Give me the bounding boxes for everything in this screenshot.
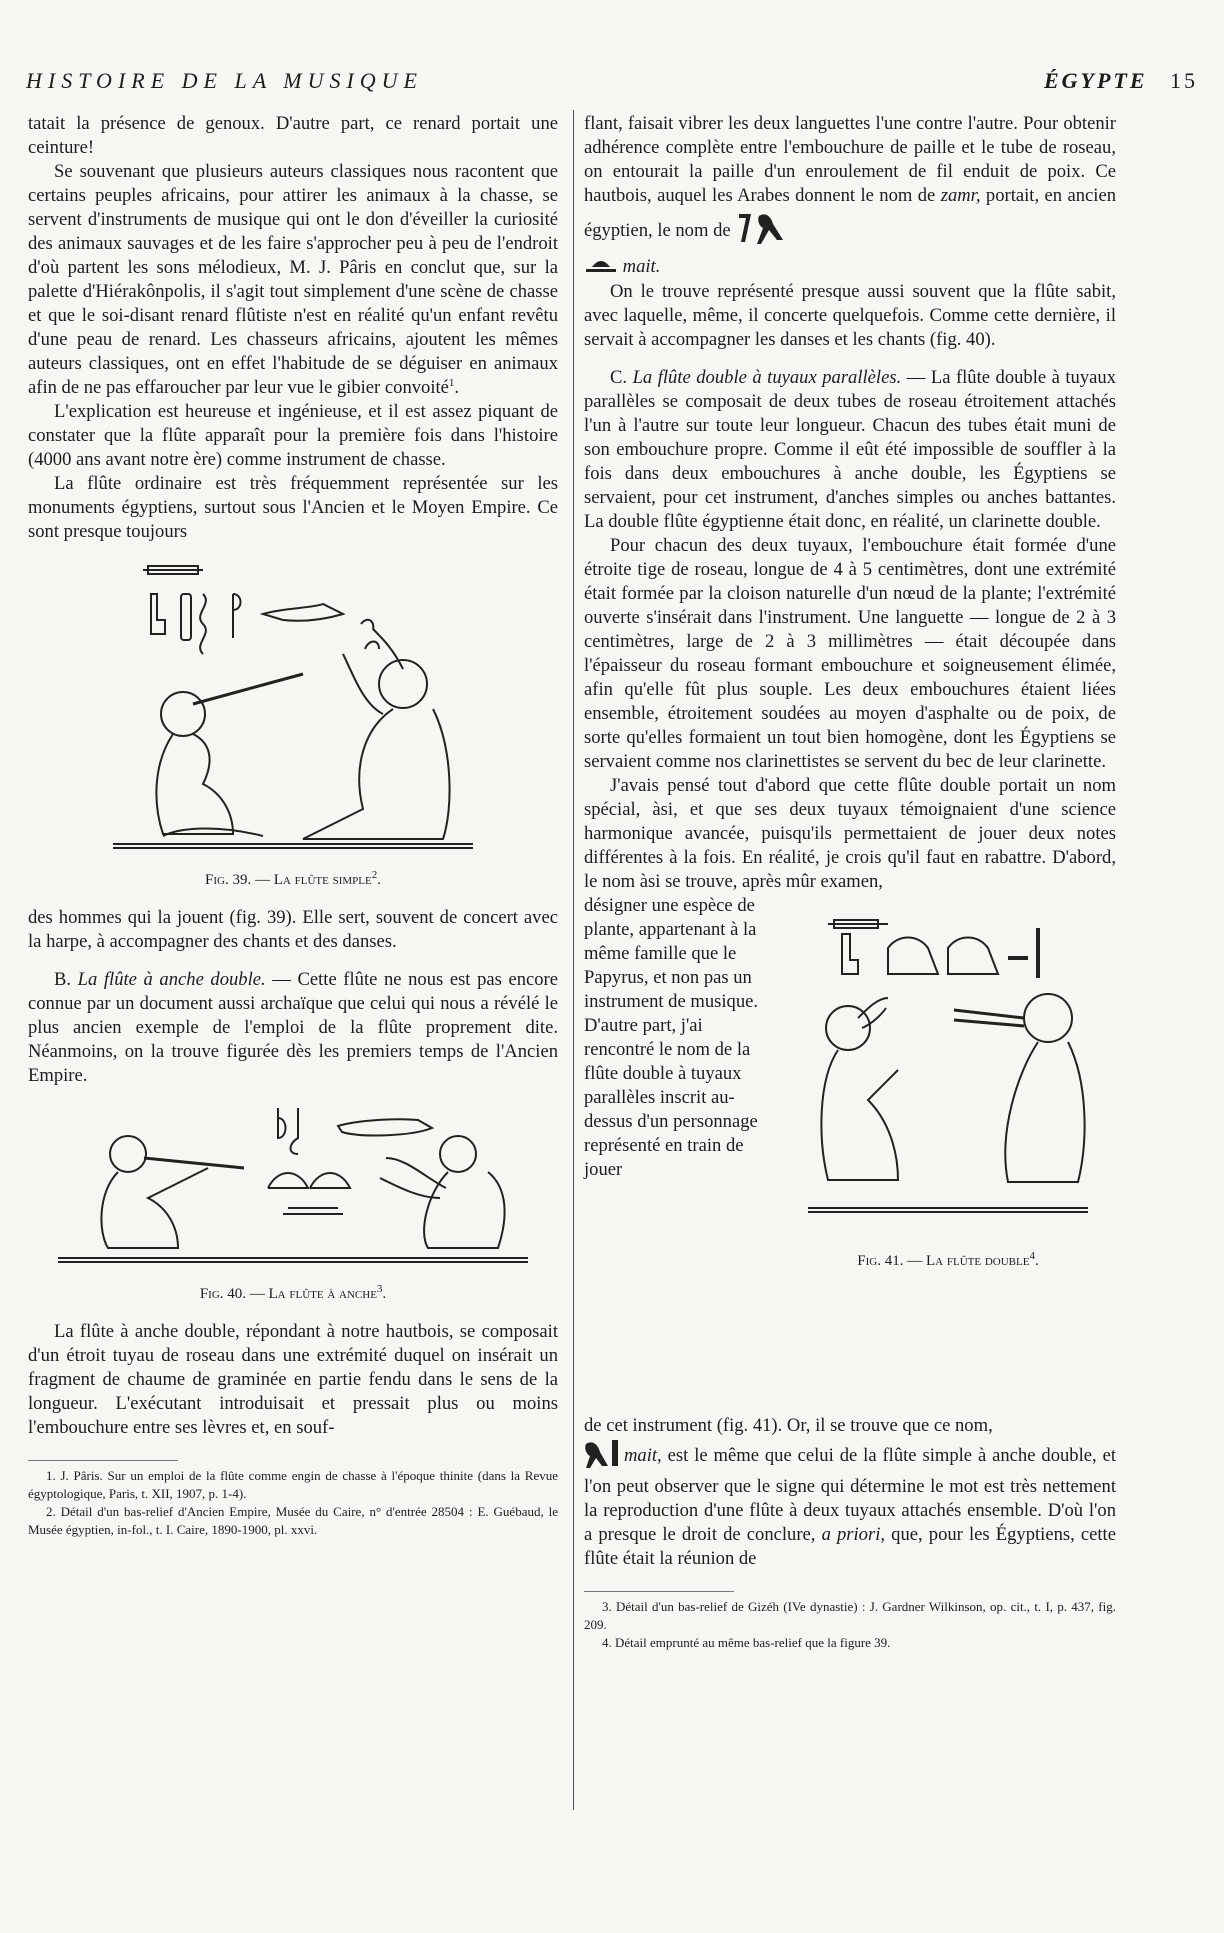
footnote-rule	[28, 1460, 178, 1461]
paragraph-text: Se souvenant que plusieurs auteurs classiques nous racontent que certains peuples africains, pour attirer les animaux à la chasse, se servent d'instruments de musique qui ont le don d'éveiller la curiosité des animaux sauvages et de les faire s'approcher peu à peu de l'endroit d'où partent les sons mélodieux, M. J. Pâris en conclut que, sur la palette d'Hiérakônpolis, il s'agit tout simplement d'une scène de chasse et que le soi-disant renard flûtiste n'est en réalité qu'un enfant revêtu d'une peau de renard. Les chasseurs africains, ajoutent les mêmes auteurs classiques, ont en effet l'habitude de se déguiser en animaux afin de ne pas effaroucher par leur vue le gibier convoité	[28, 161, 558, 398]
figure-40-illustration	[48, 1098, 538, 1278]
paragraph	[584, 1414, 1116, 1571]
figure-40-caption: Fig. 40. — La flûte à anche$^3$.	[199, 1283, 387, 1302]
section-header	[1044, 68, 1198, 94]
right-column	[584, 112, 1116, 1652]
term: zamr,	[940, 185, 981, 206]
figure-41	[780, 908, 1116, 1273]
caption-text: Fig. 41. — La flûte double	[857, 1252, 1030, 1269]
footnote-rule	[584, 1591, 734, 1592]
running-header	[26, 68, 1198, 102]
figure-39-illustration	[103, 554, 483, 864]
footnote: 2. Détail d'un bas-relief d'Ancien Empire, Musée du Caire, n° d'entrée 28504 : E. Guébaud, le Musée égyptien, in-fol., t. I. Caire, 1890-1900, pl. xxvi.	[28, 1504, 558, 1537]
footnote-ref: 3	[376, 1283, 383, 1295]
column-divider	[573, 110, 574, 1810]
caption-text: Fig. 40. — La flûte à anche	[199, 1286, 377, 1302]
caption-text: Fig. 39. — La flûte simple	[205, 872, 372, 888]
paragraph	[584, 366, 1116, 534]
running-title: HISTOIRE DE LA MUSIQUE	[26, 68, 423, 93]
left-column	[28, 112, 558, 1539]
paragraph-text: de cet instrument (fig. 41). Or, il se trouve que ce nom,	[584, 1414, 993, 1436]
section-label: B.	[54, 969, 78, 990]
paragraph: Se souvenant que plusieurs auteurs classiques nous racontent que certains peuples africains, pour attirer les animaux à la chasse, se servent d'instruments de musique qui ont le don d'éveiller la curiosité des animaux sauvages et de les faire s'approcher peu à peu de l'endroit d'où partent les sons mélodieux, M. J. Pâris en conclut que, sur la palette d'Hiérakônpolis, il s'agit tout simplement d'une scène de chasse et que le soi-disant renard flûtiste n'est en réalité qu'un enfant revêtu d'une peau de renard. Les chasseurs africains, ajoutent les mêmes auteurs classiques, ont en effet l'habitude de se déguiser en animaux afin de ne pas effaroucher par leur vue le gibier convoité$^1$.	[28, 161, 558, 398]
figure-41-illustration	[798, 908, 1098, 1238]
footnote-ref: 2	[371, 869, 378, 881]
section-heading: La flûte à anche double.	[77, 969, 266, 990]
paragraph: L'explication est heureuse et ingénieuse, et il est assez piquant de constater que la flûte apparaît pour la première fois dans l'histoire (4000 ans avant notre ère) comme instrument de chasse.	[28, 401, 558, 470]
term: mait.	[622, 256, 661, 277]
section-label: C.	[610, 366, 633, 388]
figure-41-wrap	[584, 894, 1116, 1414]
paragraph-text: est le même que celui de la flûte simple à anche double, et l'on peut observer que le signe qui détermine le mot est très nettement la reproduction d'une flûte à deux tuyaux attachés ensemble. D'où l'on a presque le droit de conclure,	[584, 1444, 1116, 1545]
paragraph: La flûte à anche double, répondant à notre hautbois, se composait d'un étroit tuyau de roseau dans une extrémité duquel on insérait un fragment de chaume de graminée en partie fendu dans le sens de la longueur. L'exécutant introduisait et pressait plus ou moins l'embouchure entre ses lèvres et, en souf-	[28, 1321, 558, 1438]
footnotes-left	[28, 1460, 558, 1539]
footnote-ref: 4	[1029, 1249, 1035, 1262]
paragraph-text: portait, en ancien égyptien, le nom de	[584, 185, 1116, 241]
paragraph	[28, 968, 558, 1088]
figure-40	[28, 1098, 558, 1306]
paragraph-text: — Cette flûte ne nous est pas encore connue par un document aussi archaïque que celui qui nous a révélé le plus ancien exemple de l'emploi de la flûte proprement dite. Néanmoins, on la trouve figurée dès les premiers temps de l'Ancien Empire.	[28, 969, 558, 1086]
paragraph	[584, 112, 1116, 280]
hieroglyph-mait-double-flute-icon	[584, 1438, 624, 1475]
term: mait,	[624, 1444, 662, 1466]
paragraph-text: flant, faisait vibrer les deux languettes l'une contre l'autre. Pour obtenir adhérence complète entre l'embouchure de paille et le tube de roseau, on entourait la paille d'un enroulement de fil enduit de poix. Ce hautbois, auquel les Arabes donnent le nom de	[584, 113, 1116, 206]
paragraph: J'avais pensé tout d'abord que cette flûte double portait un nom spécial, àsi, et que ses deux tuyaux témoignaient d'une science harmonique avancée, puisqu'ils permettaient de jouer deux notes différentes à la fois. En réalité, je crois qu'il faut en rabattre. D'abord, le nom àsi se trouve, après mûr examen,	[584, 774, 1116, 892]
paragraph-text: — La flûte double à tuyaux parallèles se composait de deux tubes de roseau étroitement attachés l'un à l'autre sur toute leur longueur. Chacun des tubes était muni de son embouchure propre. Comme il eût été impossible de souffler à la fois dans deux embouchures à anche double, les Égyptiens se servaient, pour cet instrument, d'anches simples ou anches battantes. La double flûte égyptienne était donc, en réalité, un clarinette double.	[584, 366, 1116, 532]
paragraph: On le trouve représenté presque aussi souvent que la flûte sabit, avec laquelle, même, il concerte quelquefois. Comme cette dernière, il servait à accompagner les danses et les chants (fig. 40).	[584, 280, 1116, 350]
section-heading: La flûte double à tuyaux parallèles.	[632, 366, 902, 388]
hieroglyph-mait-icon	[735, 208, 791, 255]
section-title: ÉGYPTE	[1043, 68, 1148, 93]
footnote: 4. Détail emprunté au même bas-relief que la figure 39.	[602, 1634, 891, 1650]
paragraph-text: que, pour les Égyptiens, cette flûte était la réunion de	[584, 1523, 1116, 1569]
term: a priori,	[821, 1523, 886, 1545]
hieroglyph-mait-water-icon	[584, 256, 618, 280]
figure-39	[28, 554, 558, 892]
page-number: 15	[1170, 68, 1198, 93]
figure-41-caption: Fig. 41. — La flûte double$^4$.	[857, 1249, 1039, 1269]
footnote: 1. J. Pâris. Sur un emploi de la flûte comme engin de chasse à l'époque thinite (dans la Revue égyptologique, Paris, t. XII, 1907, p. 1-4).	[28, 1468, 558, 1501]
paragraph: tatait la présence de genoux. D'autre part, ce renard portait une ceinture!	[28, 113, 558, 158]
paragraph: des hommes qui la jouent (fig. 39). Elle sert, souvent de concert avec la harpe, à accompagner des chants et des danses.	[28, 907, 558, 952]
footnotes-right	[584, 1591, 1116, 1652]
paragraph: Pour chacun des deux tuyaux, l'embouchure était formée d'une étroite tige de roseau, longue de 4 à 5 centimètres, dont une extrémité était formée par la cloison naturelle d'un nœud de la plante; l'extrémité ouverte s'insérait dans l'instrument. Une languette — longue de 2 à 3 centimètres, large de 2 à 3 millimètres — était découpée dans l'épaisseur du roseau formant embouchure et soigneusement élimée, afin qu'elle fût plus souple. Les deux embouchures étaient liées ensemble, étroitement soudées au moyen d'asphalte ou de poix, de sorte qu'elles formaient un tout bien homogène, dont les Égyptiens se servaient comme nos clarinettistes se servent du bec de leur clarinette.	[584, 534, 1116, 772]
paragraph: La flûte ordinaire est très fréquemment représentée sur les monuments égyptiens, surtout sous l'Ancien et le Moyen Empire. Ce sont presque toujours	[28, 473, 558, 542]
footnote-ref: 1	[448, 376, 455, 389]
figure-39-caption: Fig. 39. — La flûte simple$^2$.	[205, 869, 381, 888]
wrapped-text: désigner une espèce de plante, appartenant à la même famille que le Papyrus, et non pas un instrument de musique. D'autre part, j'ai rencontré le nom de la flûte double à tuyaux parallèles inscrit au-dessus d'un personnage représenté en train de jouer	[584, 894, 759, 1180]
footnote: 3. Détail d'un bas-relief de Gizéh (IVe dynastie) : J. Gardner Wilkinson, op. cit., t. I, p. 437, fig. 209.	[584, 1598, 1116, 1632]
